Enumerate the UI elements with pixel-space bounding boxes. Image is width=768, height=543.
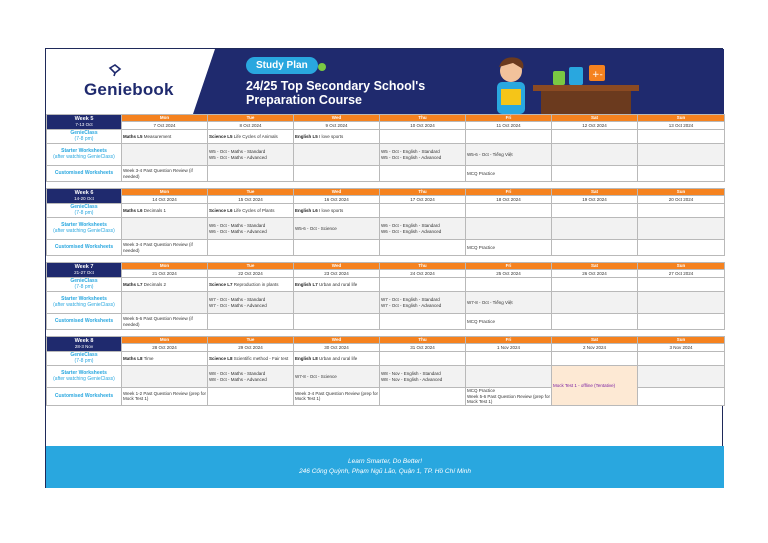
starter-cell (466, 144, 552, 166)
week-range: 21-27 Oct (74, 270, 94, 275)
class-cell (380, 204, 466, 218)
subject-lesson: Maths L5 (123, 133, 143, 139)
genieclass-label (47, 352, 122, 366)
row-sublabel: (7-8 pm) (74, 135, 94, 142)
week-name: Week 7 (74, 264, 94, 270)
class-cell (208, 278, 294, 292)
week-range: 28-3 Nov (74, 344, 94, 349)
class-cell (552, 204, 638, 218)
starter-cell (294, 292, 380, 314)
class-cell (466, 204, 552, 218)
class-cell (638, 204, 725, 218)
customised-label: Customised Worksheets (47, 388, 122, 406)
row-sublabel: (after watching GenieClass) (53, 227, 115, 234)
date-cell: 18 Oct 2024 (466, 196, 552, 204)
day-header: Tue (208, 115, 294, 122)
day-header: Sun (638, 337, 725, 344)
worksheet-text: W5 - Oct - Maths - Standard W5 - Oct - Maths - Advanced (209, 149, 267, 160)
class-cell (380, 130, 466, 144)
class-cell (122, 130, 208, 144)
class-cell (466, 278, 552, 292)
course-title: 24/25 Top Secondary School's Preparation Course (246, 79, 426, 107)
student-illustration (441, 49, 641, 114)
customised-label: Customised Worksheets (47, 314, 122, 330)
starter-cell (122, 218, 208, 240)
lesson-topic: Time (143, 355, 154, 361)
lesson-topic: Reproduction in plants (233, 281, 279, 287)
subject-lesson: Science L6 (209, 207, 233, 213)
banner-divider (193, 49, 215, 114)
customised-cell (466, 388, 552, 406)
footer-tagline: Learn Smarter, Do Better! (347, 458, 423, 465)
starter-row (47, 366, 725, 388)
week-label (47, 337, 122, 352)
row-sublabel: (after watching GenieClass) (53, 153, 115, 160)
starter-cell (638, 292, 725, 314)
starter-label (47, 366, 122, 388)
worksheet-text: W5-6 - Oct - Science (295, 225, 337, 231)
date-cell: 7 Oct 2024 (122, 122, 208, 130)
starter-cell (466, 366, 552, 388)
class-cell (552, 352, 638, 366)
date-cell: 8 Oct 2024 (208, 122, 294, 130)
class-cell (294, 352, 380, 366)
day-header: Sat (552, 115, 638, 122)
brand-logo: Geniebook (84, 80, 174, 99)
customised-cell (380, 166, 466, 182)
row-sublabel: (after watching GenieClass) (53, 375, 115, 382)
worksheet-text: W7-8 - Oct - Tiếng Việt (467, 299, 513, 305)
worksheet-text: Week 3-4 Past Question Review (if needed) (123, 242, 193, 253)
subject-lesson: Science L7 (209, 281, 233, 287)
subject-lesson: Maths L6 (123, 207, 143, 213)
row-label: GenieClass (70, 278, 98, 284)
customised-label: Customised Worksheets (47, 240, 122, 256)
date-cell: 24 Oct 2024 (380, 270, 466, 278)
starter-cell (466, 218, 552, 240)
row-label: Starter Worksheets (61, 370, 107, 376)
day-header: Tue (208, 263, 294, 270)
spacer-cell (47, 182, 725, 189)
worksheet-text: MCQ Practice Week 5-6 Past Question Review (prep for Mock Test 1) (467, 388, 550, 404)
row-sublabel: (7-8 pm) (74, 357, 94, 364)
class-cell (466, 130, 552, 144)
study-plan-badge: Study Plan (246, 57, 318, 74)
day-header: Tue (208, 189, 294, 196)
worksheet-text: MCQ Practice (467, 244, 496, 250)
subject-lesson: English L8 (295, 355, 318, 361)
worksheet-text: W8 - Oct - Maths - Standard W8 - Oct - Maths - Advanced (209, 371, 267, 382)
date-cell: 27 Oct 2024 (638, 270, 725, 278)
day-header: Wed (294, 263, 380, 270)
date-cell: 10 Oct 2024 (380, 122, 466, 130)
date-cell: 25 Oct 2024 (466, 270, 552, 278)
date-cell: 17 Oct 2024 (380, 196, 466, 204)
day-header: Mon (122, 263, 208, 270)
starter-cell (638, 144, 725, 166)
class-cell (294, 278, 380, 292)
class-cell (638, 352, 725, 366)
customised-cell (380, 314, 466, 330)
week-label (47, 189, 122, 204)
date-cell: 11 Oct 2024 (466, 122, 552, 130)
date-cell: 22 Oct 2024 (208, 270, 294, 278)
day-header: Thu (380, 263, 466, 270)
day-header: Fri (466, 115, 552, 122)
date-cell: 2 Nov 2024 (552, 344, 638, 352)
header-banner (46, 49, 724, 114)
subject-lesson: Maths L8 (123, 355, 143, 361)
customised-cell (380, 388, 466, 406)
customised-cell (294, 166, 380, 182)
customised-cell (208, 166, 294, 182)
week-header-row (47, 189, 725, 196)
day-header: Sun (638, 115, 725, 122)
class-cell (208, 352, 294, 366)
date-cell: 1 Nov 2024 (466, 344, 552, 352)
starter-cell (294, 218, 380, 240)
worksheet-text: Mock Test 1 - offline (Tentative) (553, 382, 616, 388)
worksheet-text: W7 - Oct - Maths - Standard W7 - Oct - Maths - Advanced (209, 297, 267, 308)
genieclass-label (47, 278, 122, 292)
week-range: 7-13 Oct (75, 122, 93, 127)
customised-cell (552, 240, 638, 256)
customised-row (47, 314, 725, 330)
customised-cell (638, 314, 725, 330)
starter-cell (122, 292, 208, 314)
date-cell: 12 Oct 2024 (552, 122, 638, 130)
subject-lesson: English L6 (295, 207, 318, 213)
spacer-cell (47, 256, 725, 263)
week-spacer (47, 182, 725, 189)
svg-text:+-: +- (592, 70, 603, 80)
customised-cell (466, 314, 552, 330)
date-cell: 9 Oct 2024 (294, 122, 380, 130)
customised-label: Customised Worksheets (47, 166, 122, 182)
lesson-topic: Measurement (143, 133, 172, 139)
date-cell: 29 Oct 2024 (208, 344, 294, 352)
genie-lamp-icon (108, 64, 122, 78)
subject-lesson: English L5 (295, 133, 318, 139)
day-header: Mon (122, 189, 208, 196)
starter-cell (294, 144, 380, 166)
worksheet-text: W7-8 - Oct - Science (295, 373, 337, 379)
customised-cell (638, 240, 725, 256)
day-header: Fri (466, 337, 552, 344)
starter-cell (638, 218, 725, 240)
subject-lesson: English L7 (295, 281, 318, 287)
customised-cell (294, 388, 380, 406)
starter-label (47, 218, 122, 240)
week-spacer (47, 256, 725, 263)
date-row (47, 344, 725, 352)
worksheet-text: MCQ Practice (467, 318, 496, 324)
date-row (47, 270, 725, 278)
customised-cell (638, 388, 725, 406)
week-header-row (47, 115, 725, 122)
lesson-topic: Decimals 1 (143, 207, 167, 213)
genieclass-row (47, 204, 725, 218)
row-label: GenieClass (70, 130, 98, 136)
customised-cell (294, 240, 380, 256)
starter-cell (208, 218, 294, 240)
lesson-topic: I love sports (319, 133, 344, 139)
worksheet-text: Week 3-4 Past Question Review (if needed) (123, 168, 193, 179)
worksheet-text: MCQ Practice (467, 170, 496, 176)
spacer-cell (47, 330, 725, 337)
starter-cell (380, 366, 466, 388)
date-row (47, 196, 725, 204)
customised-cell (122, 240, 208, 256)
class-cell (122, 352, 208, 366)
customised-cell (208, 240, 294, 256)
customised-cell (122, 314, 208, 330)
customised-cell (466, 240, 552, 256)
worksheet-text: W5 - Oct - English - Standard W5 - Oct - English - Advanced (381, 149, 442, 160)
row-sublabel: (after watching GenieClass) (53, 301, 115, 308)
worksheet-text: Week 5-6 Past Question Review (if needed) (123, 316, 193, 327)
mock-test-cell (552, 366, 638, 406)
customised-cell (638, 166, 725, 182)
starter-cell (122, 144, 208, 166)
date-cell: 20 Oct 2024 (638, 196, 725, 204)
date-cell: 19 Oct 2024 (552, 196, 638, 204)
week-name: Week 8 (74, 338, 94, 344)
customised-row (47, 240, 725, 256)
customised-row (47, 166, 725, 182)
row-sublabel: (7-8 pm) (74, 283, 94, 290)
date-row (47, 122, 725, 130)
schedule-table (46, 114, 725, 406)
class-cell (208, 130, 294, 144)
day-header: Wed (294, 337, 380, 344)
worksheet-text: W5-6 - Oct - Tiếng Việt (467, 151, 513, 157)
customised-cell (122, 166, 208, 182)
date-cell: 21 Oct 2024 (122, 270, 208, 278)
starter-cell (122, 366, 208, 388)
day-header: Fri (466, 189, 552, 196)
row-label: Starter Worksheets (61, 296, 107, 302)
date-cell: 15 Oct 2024 (208, 196, 294, 204)
day-header: Thu (380, 189, 466, 196)
worksheet-text: W6 - Oct - Maths - Standard W6 - Oct - Maths - Advanced (209, 223, 267, 234)
day-header: Mon (122, 115, 208, 122)
starter-cell (380, 218, 466, 240)
row-sublabel: (7-8 pm) (74, 209, 94, 216)
day-header: Wed (294, 115, 380, 122)
worksheet-text: W8 - Nov - English - Standard W8 - Nov - English - Advanced (381, 371, 443, 382)
class-cell (122, 204, 208, 218)
subject-lesson: Maths L7 (123, 281, 143, 287)
date-cell: 28 Oct 2024 (122, 344, 208, 352)
week-range: 14-20 Oct (74, 196, 94, 201)
row-label: Starter Worksheets (61, 148, 107, 154)
day-header: Fri (466, 263, 552, 270)
starter-cell (552, 292, 638, 314)
day-header: Sat (552, 263, 638, 270)
date-cell: 23 Oct 2024 (294, 270, 380, 278)
customised-cell (294, 314, 380, 330)
week-header-row (47, 263, 725, 270)
customised-cell (380, 240, 466, 256)
weekly-schedule (46, 114, 724, 406)
footer-address: 246 Cống Quỳnh, Phạm Ngũ Lão, Quận 1, TP. Hồ Chí Minh (299, 468, 471, 475)
day-header: Wed (294, 189, 380, 196)
day-header: Thu (380, 115, 466, 122)
date-cell: 30 Oct 2024 (294, 344, 380, 352)
day-header: Sun (638, 189, 725, 196)
date-cell: 31 Oct 2024 (380, 344, 466, 352)
genieclass-label (47, 204, 122, 218)
customised-cell (466, 166, 552, 182)
row-label: Starter Worksheets (61, 222, 107, 228)
starter-label (47, 292, 122, 314)
starter-cell (552, 218, 638, 240)
starter-cell (552, 144, 638, 166)
worksheet-text: Week 1-2 Past Question Review (prep for Mock Test 1) (123, 390, 206, 402)
starter-cell (208, 144, 294, 166)
day-header: Tue (208, 337, 294, 344)
subject-lesson: Science L5 (209, 133, 233, 139)
customised-cell (552, 314, 638, 330)
class-cell (466, 352, 552, 366)
starter-cell (294, 366, 380, 388)
date-cell: 26 Oct 2024 (552, 270, 638, 278)
class-cell (122, 278, 208, 292)
class-cell (380, 278, 466, 292)
starter-cell (466, 292, 552, 314)
date-cell: 14 Oct 2024 (122, 196, 208, 204)
customised-cell (552, 166, 638, 182)
day-header: Sat (552, 189, 638, 196)
class-cell (552, 130, 638, 144)
customised-cell (208, 388, 294, 406)
footer (46, 446, 724, 488)
row-label: GenieClass (70, 352, 98, 358)
date-cell: 3 Nov 2024 (638, 344, 725, 352)
genieclass-row (47, 130, 725, 144)
starter-cell (380, 292, 466, 314)
day-header: Sat (552, 337, 638, 344)
star-icon (318, 63, 326, 71)
genieclass-label (47, 130, 122, 144)
lesson-topic: Life Cycles of Plants (233, 207, 275, 213)
class-cell (208, 204, 294, 218)
customised-cell (208, 314, 294, 330)
class-cell (294, 130, 380, 144)
starter-row (47, 218, 725, 240)
week-name: Week 6 (74, 190, 94, 196)
class-cell (294, 204, 380, 218)
starter-cell (208, 292, 294, 314)
week-label (47, 263, 122, 278)
starter-cell (638, 366, 725, 388)
class-cell (380, 352, 466, 366)
logo-area (46, 49, 193, 114)
lesson-topic: Scientific method - Fair test (233, 355, 289, 361)
starter-cell (208, 366, 294, 388)
starter-cell (380, 144, 466, 166)
genieclass-row (47, 352, 725, 366)
week-label (47, 115, 122, 130)
study-plan-sheet (45, 48, 723, 488)
lesson-topic: Urban and rural life (319, 355, 358, 361)
week-header-row (47, 337, 725, 344)
date-cell: 13 Oct 2024 (638, 122, 725, 130)
lesson-topic: Life Cycles of Animals (233, 133, 278, 139)
week-spacer (47, 330, 725, 337)
worksheet-text: Week 3-4 Past Question Review (prep for Mock Test 1) (295, 390, 378, 402)
subject-lesson: Science L8 (209, 355, 233, 361)
day-header: Sun (638, 263, 725, 270)
class-cell (638, 130, 725, 144)
date-cell: 16 Oct 2024 (294, 196, 380, 204)
week-name: Week 5 (74, 116, 94, 122)
customised-cell (122, 388, 208, 406)
day-header: Mon (122, 337, 208, 344)
row-label: GenieClass (70, 204, 98, 210)
day-header: Thu (380, 337, 466, 344)
class-cell (552, 278, 638, 292)
worksheet-text: W6 - Oct - English - Standard W6 - Oct - English - Advanced (381, 223, 442, 234)
starter-row (47, 292, 725, 314)
worksheet-text: W7 - Oct - English - Standard W7 - Oct - English - Advanced (381, 297, 442, 308)
lesson-topic: Urban and rural life (319, 281, 358, 287)
lesson-topic: Decimals 2 (143, 281, 167, 287)
genieclass-row (47, 278, 725, 292)
starter-label (47, 144, 122, 166)
lesson-topic: I love sports (319, 207, 344, 213)
starter-row (47, 144, 725, 166)
class-cell (638, 278, 725, 292)
